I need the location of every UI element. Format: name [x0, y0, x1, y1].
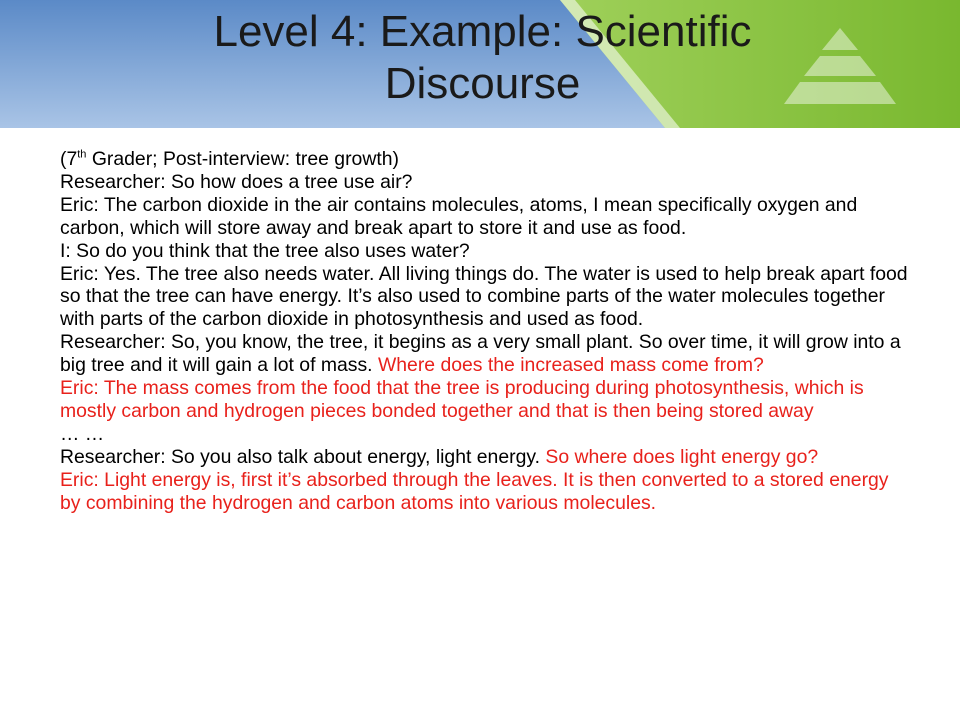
transcript-line-4: Eric: Yes. The tree also needs water. All living things do. The water is used to help break apart food so that the tree can have energy. It’s also used to combine parts of the water molecules together with parts of the carbon dioxide in photosynthesis and used as food. — [60, 262, 908, 331]
line-5-plain: Researcher: So, you know, the tree, it begins as a very small plant. So over time, it will grow into a big tree and it will gain a lot of mass. — [60, 331, 901, 377]
context-line — [60, 148, 908, 171]
transcript-line-1: Researcher: So how does a tree use air? — [60, 170, 413, 193]
transcript-ellipsis: … … — [60, 422, 105, 445]
line-5-highlight: Where does the increased mass come from? — [377, 354, 764, 377]
slide-title-line-2: Discourse — [384, 59, 581, 108]
context-rest: Grader; Post-interview: tree growth) — [86, 148, 399, 170]
transcript-body — [60, 148, 908, 515]
transcript-line-7 — [60, 446, 908, 469]
slide-title-line-1: Level 4: Example: Scientific — [213, 7, 752, 56]
line-7-plain: Researcher: So you also talk about energy, light energy. — [60, 445, 546, 468]
transcript-line-5 — [60, 331, 908, 377]
transcript-line-3: I: So do you think that the tree also uses water? — [60, 239, 470, 262]
context-superscript: th — [77, 148, 87, 161]
transcript-line-8: Eric: Light energy is, first it’s absorbed through the leaves. It is then converted to a stored energy by combining the hydrogen and carbon atoms into various molecules. — [60, 468, 889, 514]
transcript-line-2: Eric: The carbon dioxide in the air contains molecules, atoms, I mean specifically oxygen and carbon, which will store away and break apart to store it and use as food. — [60, 193, 858, 239]
slide-title — [0, 6, 960, 110]
context-open: (7 — [60, 148, 78, 170]
line-7-highlight: So where does light energy go? — [545, 445, 819, 468]
transcript-line-6: Eric: The mass comes from the food that the tree is producing during photosynthesis, which is mostly carbon and hydrogen pieces bonded together and that is then being stored away — [60, 377, 864, 422]
